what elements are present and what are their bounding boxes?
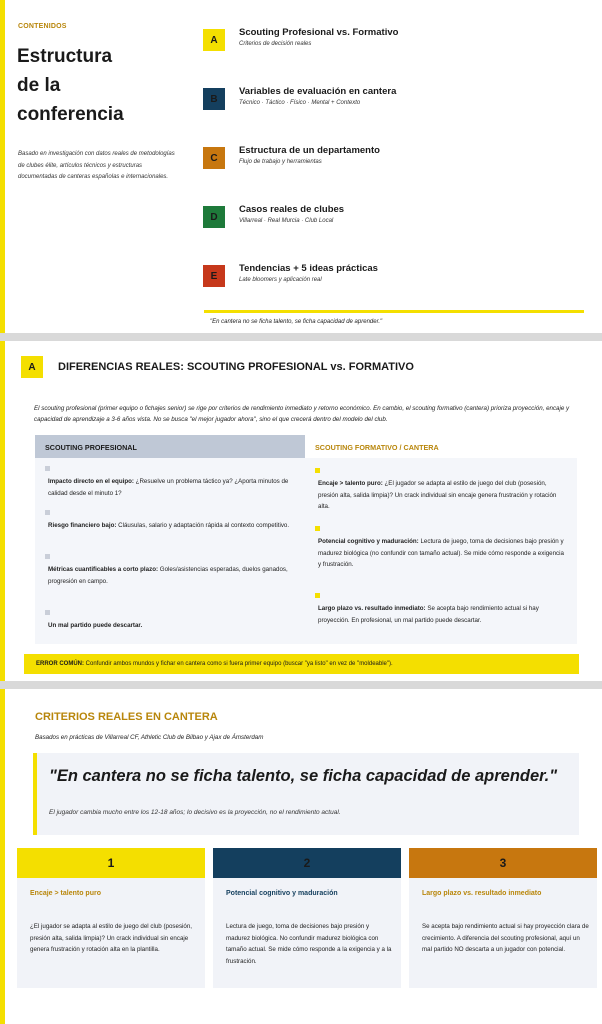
formative-column	[305, 435, 577, 624]
agenda-title: Tendencias + 5 ideas prácticas	[239, 263, 378, 274]
list-item	[315, 536, 565, 571]
quote-box	[33, 753, 579, 835]
card-title: Potencial cognitivo y maduración	[226, 890, 338, 897]
list-item-text	[45, 476, 295, 499]
agenda-subtitle: Late bloomers y aplicación real	[239, 277, 322, 283]
card-text: ¿El jugador se adapta al estilo de juego del club (posesión, presión alta, salida limpia)? Un crack individual sin encaje genera frustración y rotación alta en la plantilla.	[30, 923, 193, 953]
agenda-item-d	[203, 204, 593, 230]
list-item-text	[315, 603, 565, 626]
column-title: SCOUTING FORMATIVO / CANTERA	[305, 435, 577, 458]
slide-separator	[0, 333, 602, 341]
agenda-item-e	[203, 263, 593, 289]
agenda-title: Estructura de un departamento	[239, 145, 380, 156]
card-title: Largo plazo vs. resultado inmediato	[422, 890, 542, 897]
item-text: Se acepta bajo rendimiento actual si hay proyección. En profesional, un mal partido puede descartar.	[318, 605, 539, 624]
agenda-badge: C	[203, 147, 225, 169]
slide-description: Basado en investigación con datos reales de metodologías de clubes élite, artículos técnicos y estructuras documentadas de canteras españolas e internacionales.	[18, 151, 175, 180]
card-number: 3	[409, 848, 597, 878]
slide-separator	[0, 681, 602, 689]
item-bold: Impacto directo en el equipo:	[48, 478, 134, 485]
column-body	[305, 458, 577, 644]
agenda-badge: E	[203, 265, 225, 287]
quote-accent-bar	[33, 753, 37, 835]
list-item-text	[45, 564, 295, 587]
item-bold: Largo plazo vs. resultado inmediato:	[318, 605, 426, 612]
accent-bar	[0, 0, 5, 333]
slide-contents	[0, 0, 602, 333]
divider	[204, 310, 584, 313]
agenda-subtitle: Criterios de decisión reales	[239, 41, 312, 47]
list-item	[45, 620, 295, 632]
item-text: Cláusulas, salario y adaptación rápida al contexto competitivo.	[116, 522, 290, 529]
list-item-text	[45, 520, 295, 532]
agenda-item-a	[203, 27, 593, 53]
item-text: Lectura de juego, toma de decisiones bajo presión y madurez biológica (no confundir con tamaño actual). Se mide cómo responde a exigencia y frustración.	[318, 538, 564, 568]
agenda-subtitle: Flujo de trabajo y herramientas	[239, 159, 322, 165]
agenda-title: Casos reales de clubes	[239, 204, 345, 215]
item-bold: Encaje > talento puro:	[318, 480, 383, 487]
bullet-square-icon	[45, 466, 50, 471]
list-item	[45, 476, 295, 499]
card-text: Se acepta bajo rendimiento actual si hay proyección clara de crecimiento. A diferencia del scouting profesional, aquí un mal partido NO descarta a un jugador con potencial.	[422, 923, 589, 953]
agenda-subtitle: Villarreal · Real Murcia · Club Local	[239, 218, 334, 224]
quote-text: "En cantera no se ficha talento, se ficha capacidad de aprender."	[49, 767, 558, 785]
list-item	[315, 478, 565, 513]
error-text: Confundir ambos mundos y fichar en cantera como si fuera primer equipo (buscar "ya listo" en vez de "moldeable").	[84, 661, 393, 667]
item-bold: Potencial cognitivo y maduración:	[318, 538, 419, 545]
section-subtitle: Basados en prácticas de Villarreal CF, Athletic Club de Bilbao y Ajax de Ámsterdam	[35, 734, 264, 741]
error-label: ERROR COMÚN:	[36, 661, 84, 667]
item-bold: Riesgo financiero bajo:	[48, 522, 117, 529]
agenda-item-c	[203, 145, 593, 171]
quote-note: El jugador cambia mucho entre los 12-18 años; lo decisivo es la proyección, no el rendimiento actual.	[49, 809, 341, 816]
slide-criteria	[0, 689, 602, 1024]
criteria-card-3	[409, 848, 597, 988]
agenda-item-b	[203, 86, 593, 112]
title-line: conferencia	[17, 104, 124, 125]
agenda-subtitle: Técnico · Táctico · Físico · Mental + Contexto	[239, 100, 361, 106]
agenda-badge: B	[203, 88, 225, 110]
card-number: 2	[213, 848, 401, 878]
list-item	[315, 603, 565, 626]
accent-bar	[0, 689, 5, 1024]
agenda-title: Scouting Profesional vs. Formativo	[239, 27, 399, 38]
card-text: Lectura de juego, toma de decisiones bajo presión y madurez biológica. No confundir madurez biológica con tamaño actual. Se mide cómo responde a la exigencia y a la frustración.	[226, 923, 392, 965]
column-title: SCOUTING PROFESIONAL	[35, 435, 307, 458]
item-text: ¿Resuelve un problema táctico ya? ¿Aporta minutos de calidad desde el minuto 1?	[48, 478, 289, 497]
agenda-badge: A	[203, 29, 225, 51]
bullet-square-icon	[315, 593, 320, 598]
card-number: 1	[17, 848, 205, 878]
bullet-square-icon	[45, 610, 50, 615]
accent-bar	[0, 341, 5, 681]
slide-differences	[0, 341, 602, 681]
item-text: Goles/asistencias esperadas, duelos ganados, progresión en campo.	[48, 566, 288, 585]
list-item	[45, 520, 295, 532]
list-item	[45, 564, 295, 587]
card-title: Encaje > talento puro	[30, 890, 101, 897]
bullet-square-icon	[45, 554, 50, 559]
section-intro: El scouting profesional (primer equipo o fichajes senior) se rige por criterios de rendimiento inmediato y retorno económico. En cambio, el scouting formativo (cantera) prioriza proyección, encaje y capacidad de aprendizaje a 3-6 años vista. No se busca "el mejor jugador ahora", sino el que crecerá dentro del modelo del club.	[34, 405, 570, 423]
section-heading: CRITERIOS REALES EN CANTERA	[35, 711, 218, 723]
agenda-title: Variables de evaluación en cantera	[239, 86, 397, 97]
criteria-card-2	[213, 848, 401, 988]
agenda-badge: D	[203, 206, 225, 228]
item-text: ¿El jugador se adapta al estilo de juego del club (posesión, presión alta, salida limpia)? Un crack individual sin encaje genera frustración y rotación alta.	[318, 480, 557, 510]
bullet-square-icon	[315, 526, 320, 531]
column-body	[35, 458, 307, 644]
title-line: de la	[17, 75, 61, 96]
list-item-text	[315, 478, 565, 513]
bullet-square-icon	[315, 468, 320, 473]
slide-kicker: CONTENIDOS	[18, 23, 67, 30]
list-item-text	[315, 536, 565, 571]
list-item-text	[45, 620, 295, 632]
section-heading: DIFERENCIAS REALES: SCOUTING PROFESIONAL vs. FORMATIVO	[58, 361, 414, 373]
title-line: Estructura	[17, 46, 113, 67]
slide-title	[17, 42, 187, 129]
section-badge: A	[21, 356, 43, 378]
professional-column	[35, 435, 307, 629]
item-bold: Métricas cuantificables a corto plazo:	[48, 566, 159, 573]
criteria-card-1	[17, 848, 205, 988]
item-bold: Un mal partido puede descartar.	[48, 622, 143, 629]
closing-quote: "En cantera no se ficha talento, se ficha capacidad de aprender."	[210, 319, 383, 325]
bullet-square-icon	[45, 510, 50, 515]
common-error-banner	[24, 654, 579, 674]
